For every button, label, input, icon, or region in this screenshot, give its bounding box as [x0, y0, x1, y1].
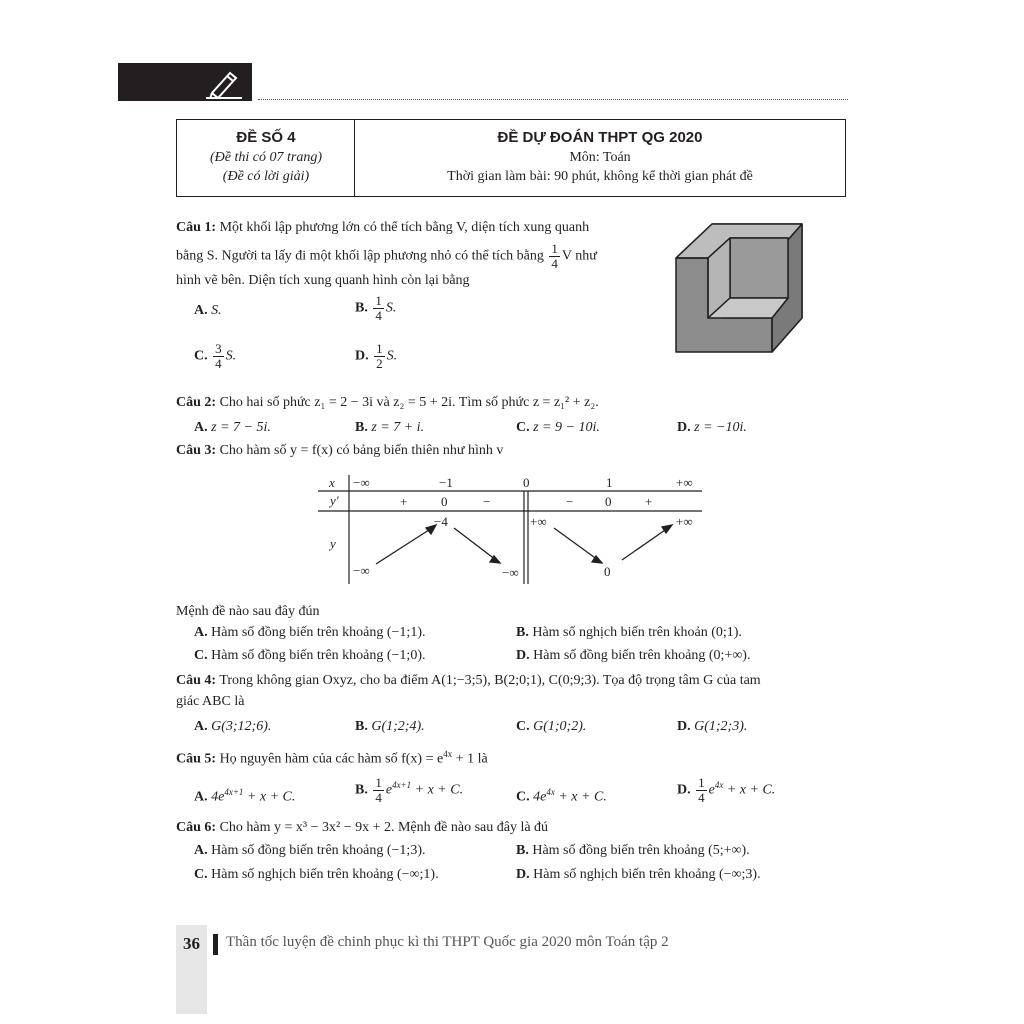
x-val-1: −∞ — [353, 475, 370, 490]
y-val-plus-inf-right: +∞ — [676, 514, 693, 529]
yp-zero-2: 0 — [605, 494, 612, 509]
q1-c-label: C. — [194, 348, 208, 364]
q2-text: Cho hai số phức z₁ = 2 − 3i và z₂ = 5 + 2i. Tìm số phức z = z₁² + z₂. — [219, 395, 599, 410]
q5-label: Câu 5: — [176, 751, 217, 767]
q1-label: Câu 1: — [176, 220, 217, 235]
q4-option-b[interactable]: B. G(1;2;4). — [355, 719, 425, 734]
q5-text: Họ nguyên hàm của các hàm số f(x) = e — [219, 751, 444, 767]
q5-option-a[interactable]: A. $4e^{4x+1} + x + C$. — [194, 787, 296, 805]
q4-option-a[interactable]: A. G(3;12;6). — [194, 719, 272, 734]
q4-text-2: giác ABC là — [176, 694, 245, 709]
y-val-plus-inf-left: +∞ — [530, 514, 547, 529]
q4-text-1: Trong không gian Oxyz, cho ba điểm A(1;−3;5), B(2;0;1), C(0;9;3). Tọa độ trọng tâm G của tam — [219, 673, 761, 688]
q4-stem — [176, 672, 761, 690]
q1-c-tail: S. — [225, 348, 237, 364]
q4-label: Câu 4: — [176, 673, 217, 688]
x-val-4: 1 — [606, 475, 613, 490]
q1-a-label: A. — [194, 303, 208, 318]
q1-line1 — [176, 219, 589, 237]
exam-title: ĐỀ DỰ ĐOÁN THPT QG 2020 — [497, 129, 703, 146]
q2-stem — [176, 394, 599, 412]
q5-option-c[interactable]: C. $4e^{4x} + x + C$. — [516, 787, 607, 805]
pencil-icon — [204, 67, 244, 99]
q5-option-b[interactable]: B. $\frac{1}{4}$ $e^{4x+1} + x + C$. — [355, 775, 464, 805]
q1-fraction: $\frac{1}{4}$ — [551, 241, 558, 271]
q2-label: Câu 2: — [176, 395, 217, 410]
y-val-minus-inf-left: −∞ — [353, 563, 370, 578]
q6-option-c[interactable]: C. Hàm số nghịch biến trên khoảng (−∞;1). — [194, 867, 439, 882]
row-label-x: x — [329, 475, 335, 490]
q1-a-value: S. — [211, 303, 222, 318]
footer-divider — [213, 934, 218, 955]
x-val-3: 0 — [523, 475, 530, 490]
q1-d-label: D. — [355, 348, 369, 364]
q2-option-d[interactable]: D. z = −10i. — [677, 420, 747, 435]
q4-option-d[interactable]: D. G(1;2;3). — [677, 719, 748, 734]
yp-sign-1: + — [400, 494, 408, 509]
q3-label: Câu 3: — [176, 443, 217, 458]
q1-b-label: B. — [355, 300, 368, 316]
q1-line2 — [176, 242, 597, 271]
time-limit: Thời gian làm bài: 90 phút, không kể thời gian phát đề — [447, 169, 753, 184]
q1-option-a[interactable] — [194, 302, 222, 320]
page-count: (Đề thi có 07 trang) — [210, 150, 322, 165]
x-val-5: +∞ — [676, 475, 693, 490]
yp-sign-3: − — [566, 494, 574, 509]
q2-option-b[interactable]: B. z = 7 + i. — [355, 420, 425, 435]
subject: Môn: Toán — [569, 150, 631, 165]
row-label-y: y — [330, 536, 336, 551]
q6-option-a[interactable]: A. Hàm số đồng biến trên khoảng (−1;3). — [194, 843, 426, 858]
book-title: Thần tốc luyện đề chinh phục kì thi THPT Quốc gia 2020 môn Toán tập 2 — [226, 934, 669, 950]
q3-option-d[interactable]: D. Hàm số đồng biến trên khoảng (0;+∞). — [516, 648, 751, 663]
q1-option-d[interactable] — [355, 342, 397, 371]
q1-b-tail: S. — [385, 300, 397, 316]
q5-stem — [176, 745, 488, 769]
y-val-minus-inf-right: −∞ — [502, 565, 519, 580]
q5-text-tail: + 1 là — [452, 751, 488, 767]
q1-option-c[interactable] — [194, 342, 236, 371]
exam-info — [178, 128, 354, 186]
q3-prompt: Mệnh đề nào sau đây đún — [176, 604, 320, 619]
variation-table — [318, 472, 704, 584]
q1-c-fraction: $\frac{3}{4}$ — [215, 341, 222, 371]
page-number: 36 — [183, 934, 200, 953]
yp-sign-4: + — [645, 494, 653, 509]
q6-option-b[interactable]: B. Hàm số đồng biến trên khoảng (5;+∞). — [516, 843, 750, 858]
q2-option-c[interactable]: C. z = 9 − 10i. — [516, 420, 600, 435]
x-val-2: −1 — [439, 475, 453, 490]
q3-option-b[interactable]: B. Hàm số nghịch biến trên khoản (0;1). — [516, 625, 742, 640]
q6-label: Câu 6: — [176, 820, 217, 835]
y-val-max: −4 — [434, 514, 448, 529]
q1-d-fraction: $\frac{1}{2}$ — [376, 341, 383, 371]
header-bar — [118, 63, 252, 101]
row-label-yprime: y' — [330, 493, 339, 508]
q6-stem — [176, 819, 548, 837]
yp-sign-2: − — [483, 494, 491, 509]
exam-heading — [356, 128, 844, 186]
cube-figure — [672, 218, 806, 356]
y-val-min: 0 — [604, 564, 611, 579]
q1-text-2b: V như — [561, 248, 597, 264]
q2-option-a[interactable]: A. z = 7 − 5i. — [194, 420, 271, 435]
q5-exponent: 4x — [443, 749, 453, 759]
q4-option-c[interactable]: C. G(1;0;2). — [516, 719, 587, 734]
yp-zero-1: 0 — [441, 494, 448, 509]
q6-option-d[interactable]: D. Hàm số nghịch biến trên khoảng (−∞;3). — [516, 867, 761, 882]
q3-option-a[interactable]: A. Hàm số đồng biến trên khoảng (−1;1). — [194, 625, 426, 640]
q5-option-d[interactable]: D. $\frac{1}{4}$ $e^{4x} + x + C$. — [677, 775, 776, 805]
q1-text-3: hình vẽ bên. Diện tích xung quanh hình còn lại bằng — [176, 273, 470, 288]
q1-d-tail: S. — [386, 348, 398, 364]
q1-text-2: bằng S. Người ta lấy đi một khối lập phương nhỏ có thể tích bằng — [176, 248, 544, 264]
q3-stem — [176, 442, 503, 460]
exam-number: ĐỀ SỐ 4 — [236, 129, 296, 146]
q3-option-c[interactable]: C. Hàm số đồng biến trên khoảng (−1;0). — [194, 648, 426, 663]
q6-text: Cho hàm y = x³ − 3x² − 9x + 2. Mệnh đề nào sau đây là đú — [219, 820, 549, 835]
q1-b-fraction: $\frac{1}{4}$ — [375, 293, 382, 323]
solution-note: (Đề có lời giải) — [222, 169, 310, 184]
q1-text-1: Một khối lập phương lớn có thể tích bằng V, diện tích xung quanh — [219, 220, 590, 235]
q1-option-b[interactable] — [355, 294, 396, 323]
q3-text: Cho hàm số y = f(x) có bảng biến thiên như hình v — [219, 443, 504, 458]
dotted-rule — [258, 99, 848, 100]
title-divider — [354, 119, 355, 197]
